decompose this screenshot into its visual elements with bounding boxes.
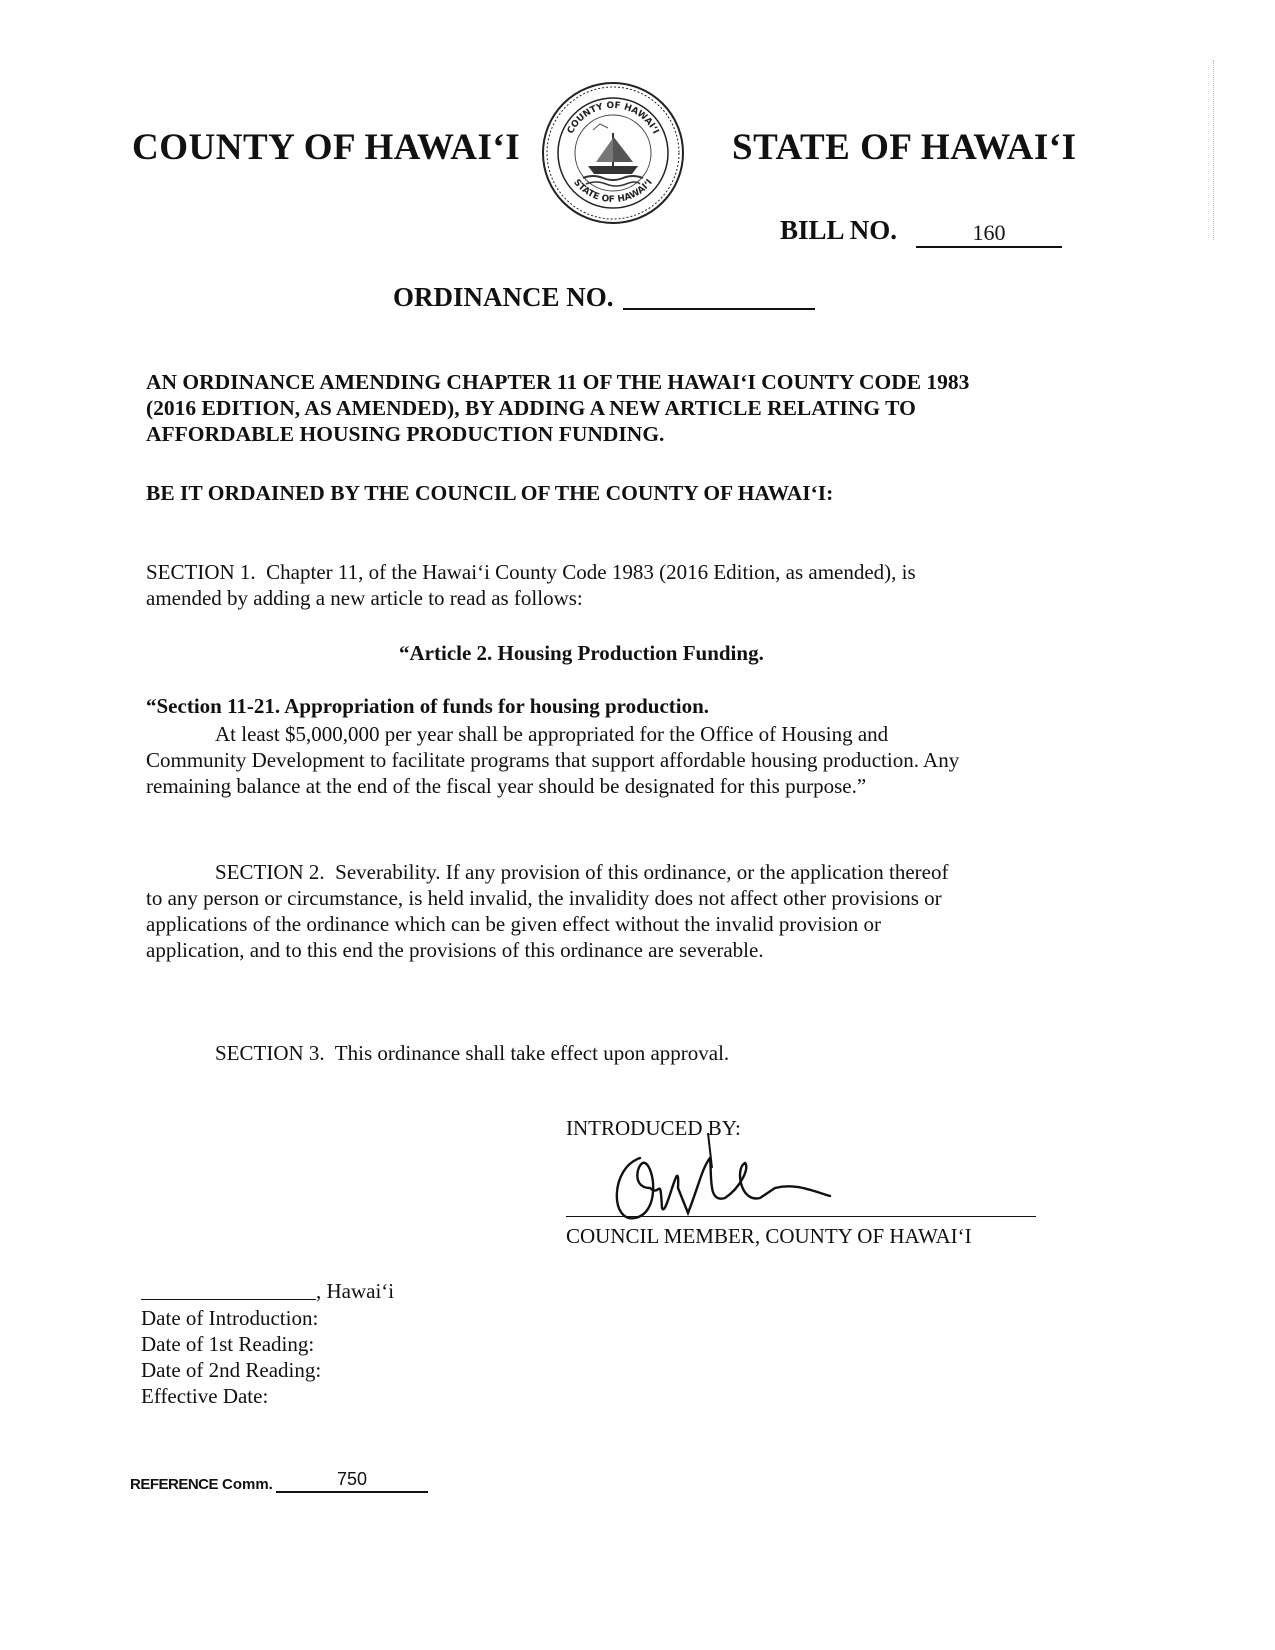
bill-number: 160	[916, 220, 1062, 248]
section-3-text: This ordinance shall take effect upon approval.	[334, 1041, 730, 1065]
date-of-first-reading: Date of 1st Reading:	[141, 1332, 315, 1356]
section-2-line-4: application, and to this end the provisions of this ordinance are severable.	[146, 938, 764, 962]
place-label: , Hawaiʻi	[316, 1279, 395, 1303]
svg-text:STATE OF HAWAIʻI: STATE OF HAWAIʻI	[571, 177, 655, 206]
section-11-21-heading: “Section 11-21. Appropriation of funds for housing production.	[146, 694, 710, 718]
handwritten-signature	[600, 1128, 900, 1228]
section-3	[215, 1039, 729, 1067]
section-1-line-2: amended by adding a new article to read as follows:	[146, 586, 583, 610]
section-11-21-line-3: remaining balance at the end of the fiscal year should be designated for this purpose.”	[146, 774, 867, 798]
title-line-1: AN ORDINANCE AMENDING CHAPTER 11 OF THE HAWAIʻI COUNTY CODE 1983	[146, 370, 970, 394]
effective-date: Effective Date:	[141, 1384, 269, 1408]
section-1-first-line	[146, 558, 916, 586]
scan-edge-mark	[1213, 60, 1215, 240]
section-1-line-1: Chapter 11, of the Hawaiʻi County Code 1983 (2016 Edition, as amended), is	[266, 560, 916, 584]
date-of-introduction: Date of Introduction:	[141, 1306, 319, 1330]
title-line-3: AFFORDABLE HOUSING PRODUCTION FUNDING.	[146, 422, 665, 446]
enacting-clause: BE IT ORDAINED BY THE COUNCIL OF THE COUNTY OF HAWAIʻI:	[146, 481, 834, 505]
section-11-21-line-2: Community Development to facilitate programs that support affordable housing production. Any	[146, 748, 960, 772]
state-title: STATE OF HAWAIʻI	[732, 127, 1077, 168]
date-of-second-reading: Date of 2nd Reading:	[141, 1358, 322, 1382]
reference-label: REFERENCE	[130, 1476, 219, 1493]
svg-text:COUNTY OF HAWAIʻI: COUNTY OF HAWAIʻI	[565, 100, 661, 136]
section-2-line-1: Severability. If any provision of this ordinance, or the application thereof	[335, 860, 949, 884]
comm-label: Comm.	[222, 1476, 273, 1493]
section-2-first-line	[215, 858, 948, 886]
section-11-21-line-1: At least $5,000,000 per year shall be appropriated for the Office of Housing and	[215, 722, 889, 746]
section-2-label: SECTION 2.	[215, 860, 325, 884]
signature-line	[566, 1216, 1036, 1217]
section-2-line-2: to any person or circumstance, is held invalid, the invalidity does not affect other provisions or	[146, 886, 942, 910]
section-3-label: SECTION 3.	[215, 1041, 325, 1065]
title-line-2: (2016 EDITION, AS AMENDED), BY ADDING A NEW ARTICLE RELATING TO	[146, 396, 916, 420]
ordinance-number	[623, 282, 815, 310]
county-seal-icon	[538, 78, 688, 228]
county-title: COUNTY OF HAWAIʻI	[132, 127, 521, 168]
comm-number: 750	[276, 1467, 428, 1493]
introduced-by-label: INTRODUCED BY:	[566, 1116, 741, 1140]
section-2-line-3: applications of the ordinance which can be given effect without the invalid provision or	[146, 912, 881, 936]
ordinance-label: ORDINANCE NO.	[393, 282, 614, 312]
place-blank-line	[141, 1299, 316, 1300]
council-member-line: COUNCIL MEMBER, COUNTY OF HAWAIʻI	[566, 1224, 972, 1248]
bill-label: BILL NO.	[780, 215, 898, 245]
section-1-label: SECTION 1.	[146, 560, 256, 584]
article-heading: “Article 2. Housing Production Funding.	[399, 641, 764, 665]
